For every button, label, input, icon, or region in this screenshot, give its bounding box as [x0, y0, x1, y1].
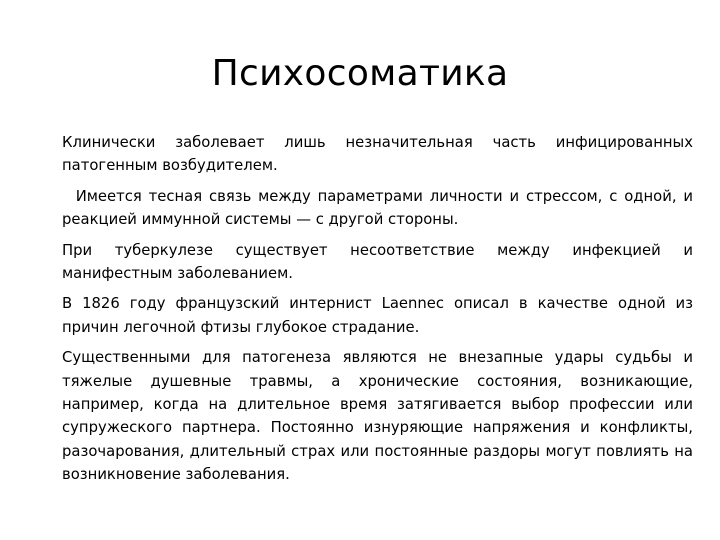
- paragraph-3: При туберкулезе существует несоответствие между инфекцией и манифестным заболеванием.: [62, 241, 693, 283]
- paragraph-2: Имеется тесная связь между параметрами личности и стрессом, с одной, и реакцией иммунной системы — с другой стороны.: [62, 187, 698, 229]
- paragraph-5: Существенными для патогенеза являются не внезапные удары судьбы и тяжелые душевные травмы, а хронические состояния, возникающие, например, когда на длительное время затягивается выбор профессии или супружеского партнера. Постоянно изнуряющие напряжения и конфликты, разочарования, длительный страх или постоянные раздоры могут повлиять на возникновение заболевания.: [62, 349, 693, 484]
- slide-title: Психосоматика: [211, 53, 509, 94]
- slide-body: [62, 131, 698, 494]
- paragraph-1: Клинически заболевает лишь незначительная часть инфицированных патогенным возбудителем.: [62, 134, 693, 175]
- paragraph-4: В 1826 году французский интернист Laennec описал в качестве одной из причин легочной фтизы глубокое страдание.: [62, 295, 693, 336]
